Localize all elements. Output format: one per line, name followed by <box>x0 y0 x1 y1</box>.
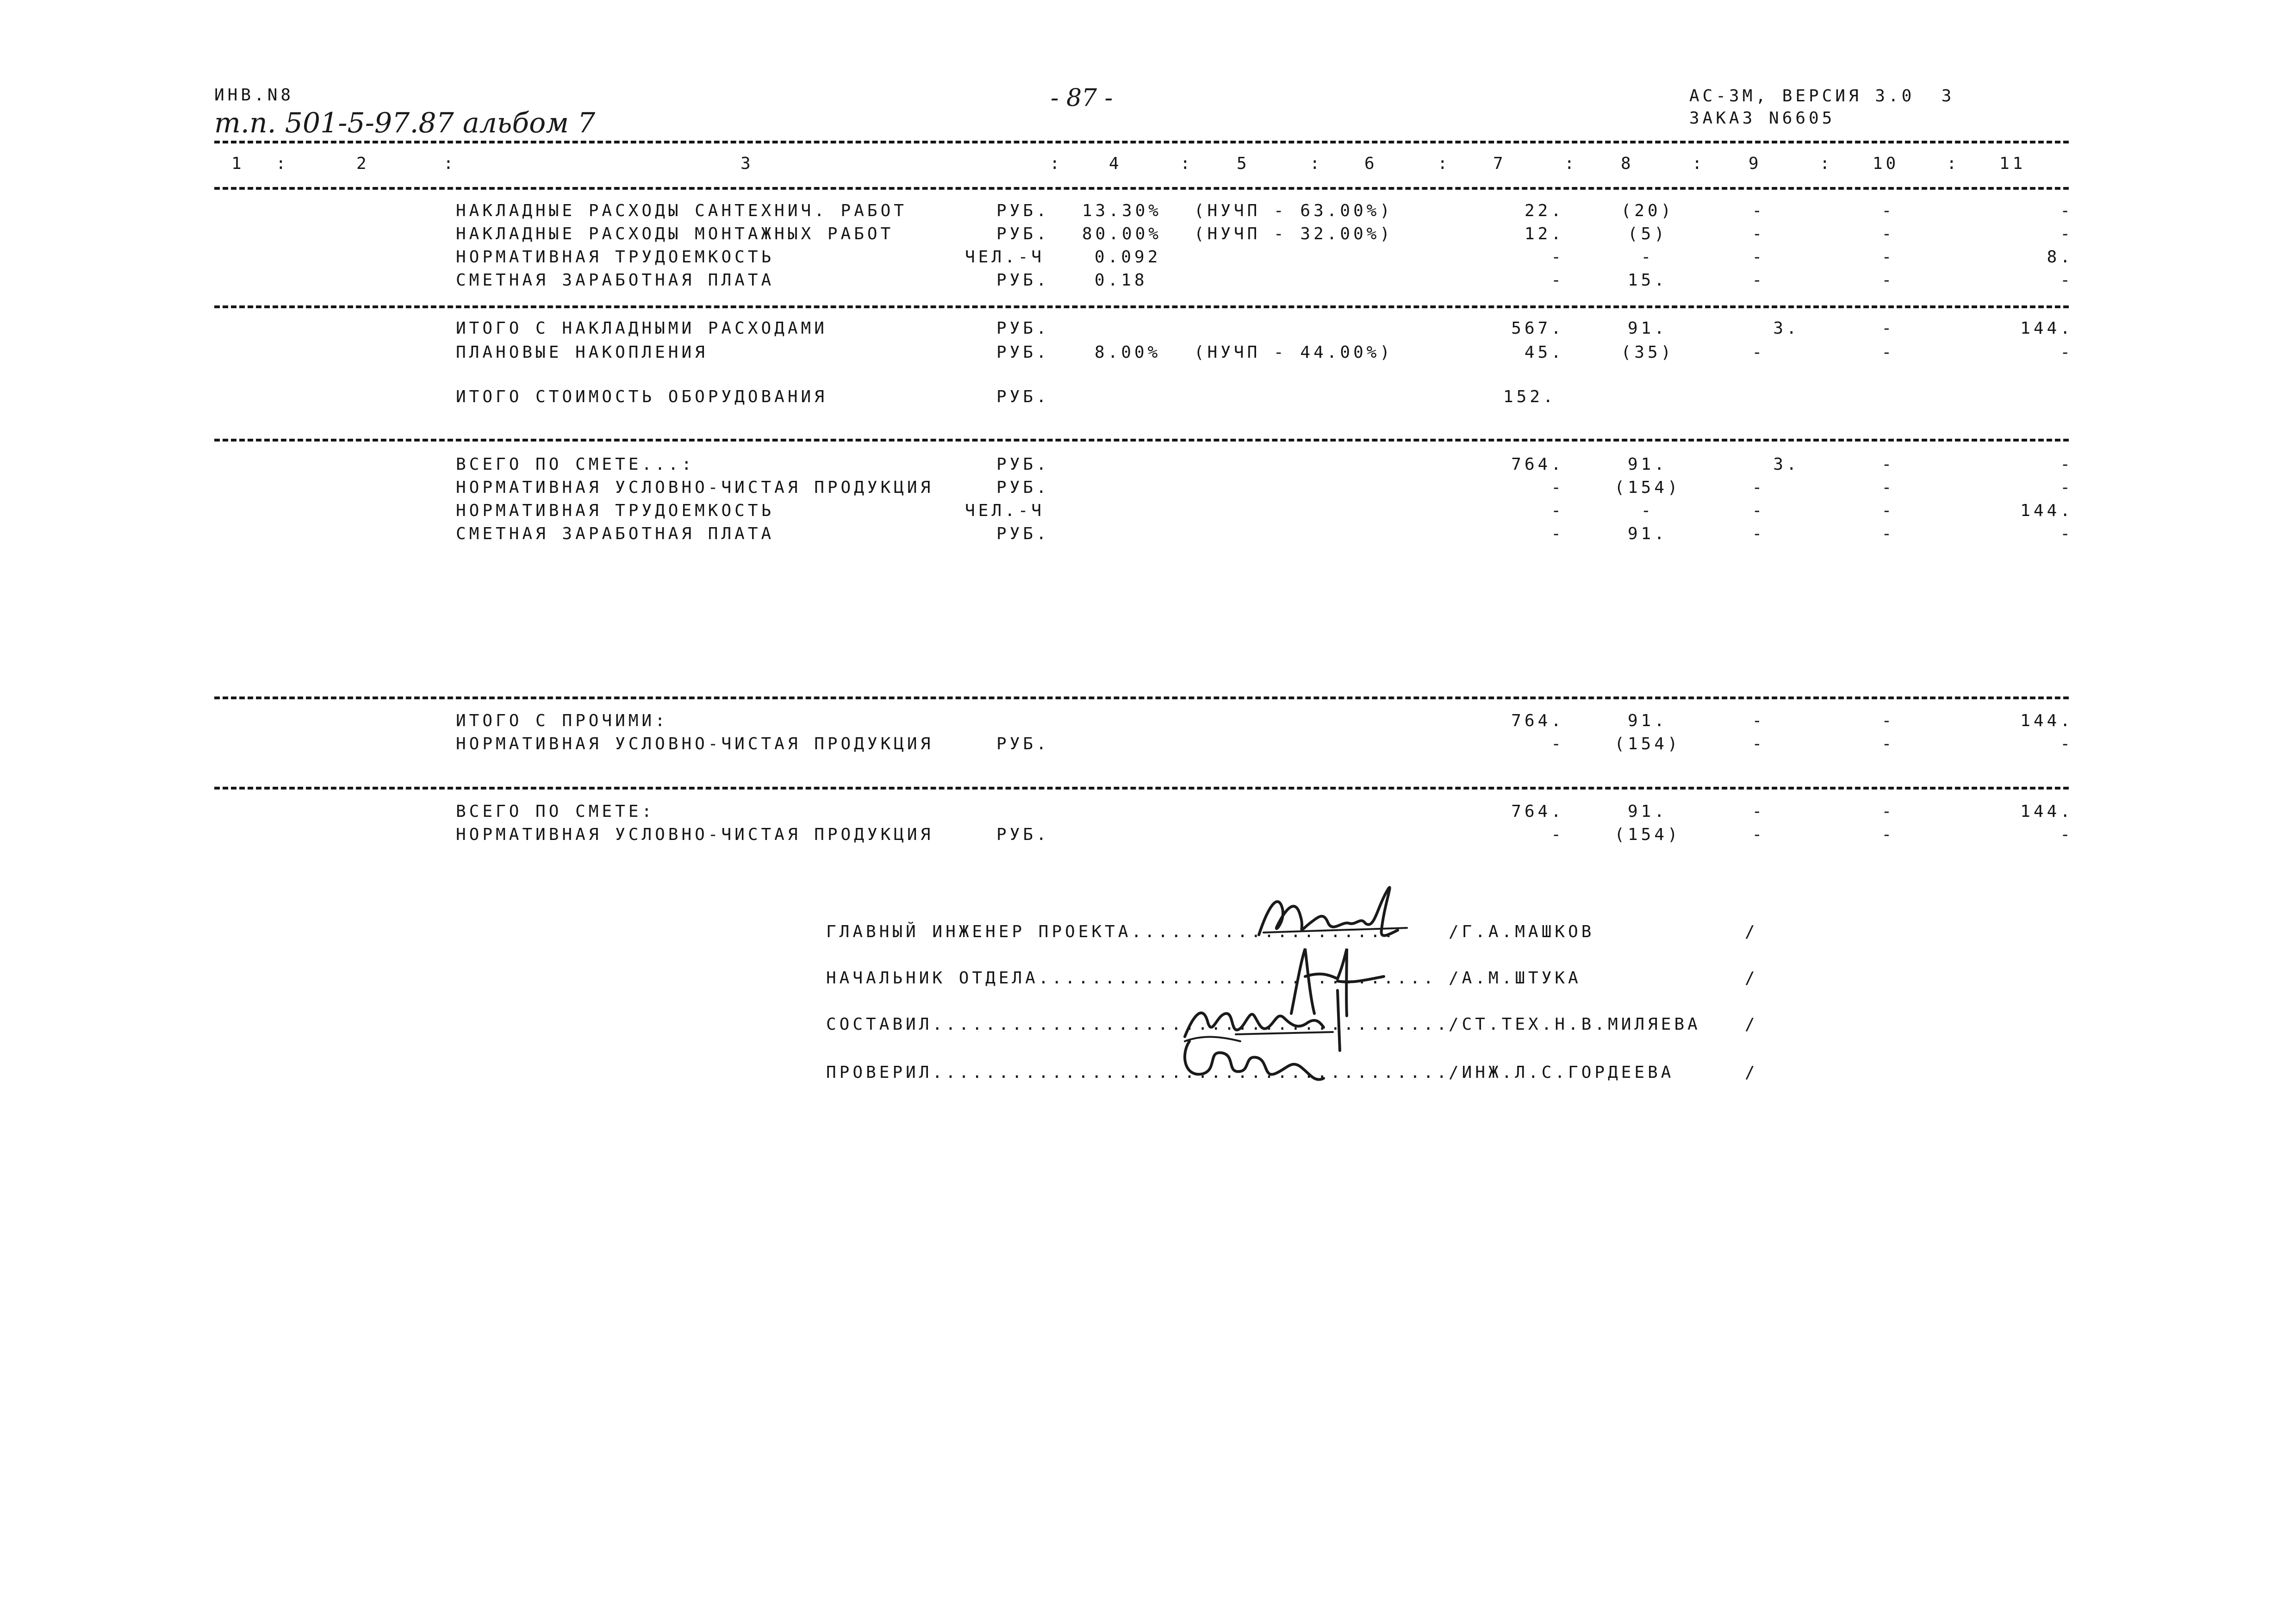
header-rule-top <box>214 141 2069 143</box>
order-number: ЗАКАЗ N6605 <box>1689 109 1836 128</box>
cell-col11: - <box>2060 271 2073 290</box>
cell-col56: (НУЧП - 44.00%) <box>1194 343 1394 362</box>
row-label: НАКЛАДНЫЕ РАСХОДЫ МОНТАЖНЫХ РАБОТ <box>456 224 894 243</box>
column-separator: : <box>1564 154 1578 173</box>
handwritten-signature-chief <box>1250 879 1416 949</box>
cell-col8: 91. <box>1627 319 1668 338</box>
cell-col11: - <box>2060 524 2073 543</box>
cell-col8: 91. <box>1627 524 1668 543</box>
column-number: 3 <box>740 154 754 173</box>
cell-col10: - <box>1881 524 1895 543</box>
cell-col7: 12. <box>1524 224 1564 243</box>
cell-col10: - <box>1881 734 1895 753</box>
cell-col9: - <box>1752 501 1766 520</box>
row-label: НОРМАТИВНАЯ ТРУДОЕМКОСТЬ <box>456 248 775 267</box>
cell-col8: (20) <box>1621 201 1674 220</box>
cell-col9: - <box>1752 825 1766 844</box>
cell-col8: (35) <box>1621 343 1674 362</box>
album-reference: т.п. 501-5-97.87 альбом 7 <box>214 107 596 139</box>
cell-col11: - <box>2060 734 2073 753</box>
cell-col8: (5) <box>1627 224 1668 243</box>
cell-col10: - <box>1881 501 1895 520</box>
section-rule <box>214 305 2069 308</box>
cell-col7: 152. <box>1503 387 1556 406</box>
cell-col9: - <box>1752 802 1766 821</box>
row-unit: РУБ. <box>996 478 1050 497</box>
row-label: НОРМАТИВНАЯ УСЛОВНО-ЧИСТАЯ ПРОДУКЦИЯ <box>456 825 934 844</box>
row-label: СМЕТНАЯ ЗАРАБОТНАЯ ПЛАТА <box>456 271 775 290</box>
cell-col8: 91. <box>1627 711 1668 730</box>
cell-col11: - <box>2060 825 2073 844</box>
signature-role: ПРОВЕРИЛ....................................... <box>826 1063 1450 1082</box>
row-label: ИТОГО С НАКЛАДНЫМИ РАСХОДАМИ <box>456 319 828 338</box>
page-number: - 87 - <box>1051 84 1113 112</box>
cell-col4: 0.092 <box>1095 248 1161 267</box>
row-unit: РУБ. <box>996 224 1050 243</box>
cell-col9: 3. <box>1773 319 1800 338</box>
signature-name: /А.М.ШТУКА <box>1449 969 1581 988</box>
column-separator: : <box>1050 154 1063 173</box>
column-separator: : <box>1437 154 1451 173</box>
cell-col10: - <box>1881 319 1895 338</box>
signature-name: /Г.А.МАШКОВ <box>1449 922 1595 941</box>
cell-col56: (НУЧП - 63.00%) <box>1194 201 1394 220</box>
cell-col7: 22. <box>1524 201 1564 220</box>
cell-col11: - <box>2060 343 2073 362</box>
cell-col4: 0.18 <box>1095 271 1148 290</box>
signature-name: /ИНЖ.Л.С.ГОРДЕЕВА <box>1449 1063 1674 1082</box>
cell-col8: 91. <box>1627 802 1668 821</box>
cell-col9: 3. <box>1773 455 1800 474</box>
cell-col7: - <box>1551 248 1564 267</box>
column-separator: : <box>1947 154 1960 173</box>
column-number: 11 <box>1999 154 2026 173</box>
cell-col7: 45. <box>1524 343 1564 362</box>
column-number: 2 <box>356 154 370 173</box>
cell-col11: 144. <box>2020 802 2073 821</box>
row-label: НОРМАТИВНАЯ УСЛОВНО-ЧИСТАЯ ПРОДУКЦИЯ <box>456 478 934 497</box>
cell-col9: - <box>1752 224 1766 243</box>
cell-col10: - <box>1881 201 1895 220</box>
cell-col9: - <box>1752 201 1766 220</box>
row-unit: РУБ. <box>996 455 1050 474</box>
row-unit: ЧЕЛ.-Ч <box>965 248 1045 267</box>
row-label: ИТОГО СТОИМОСТЬ ОБОРУДОВАНИЯ <box>456 387 828 406</box>
signature-end-slash: / <box>1745 969 1758 988</box>
cell-col8: 15. <box>1627 271 1668 290</box>
cell-col4: 13.30% <box>1082 201 1162 220</box>
signature-role: НАЧАЛЬНИК ОТДЕЛА.............................. <box>826 969 1437 988</box>
row-label: ПЛАНОВЫЕ НАКОПЛЕНИЯ <box>456 343 708 362</box>
cell-col10: - <box>1881 478 1895 497</box>
cell-col7: - <box>1551 825 1564 844</box>
cell-col8: (154) <box>1614 734 1681 753</box>
cell-col9: - <box>1752 248 1766 267</box>
cell-col10: - <box>1881 343 1895 362</box>
signature-end-slash: / <box>1745 1063 1758 1082</box>
column-separator: : <box>1180 154 1194 173</box>
header-rule-bottom <box>214 187 2069 190</box>
cell-col10: - <box>1881 224 1895 243</box>
cell-col4: 80.00% <box>1082 224 1162 243</box>
row-unit: РУБ. <box>996 825 1050 844</box>
cell-col9: - <box>1752 271 1766 290</box>
cell-col9: - <box>1752 711 1766 730</box>
cell-col4: 8.00% <box>1095 343 1161 362</box>
signature-end-slash: / <box>1745 922 1758 941</box>
cell-col10: - <box>1881 711 1895 730</box>
row-unit: РУБ. <box>996 319 1050 338</box>
row-unit: РУБ. <box>996 271 1050 290</box>
cell-col11: 144. <box>2020 319 2073 338</box>
section-rule <box>214 696 2069 699</box>
handwritten-signature-checker <box>1176 1027 1333 1092</box>
column-number: 1 <box>231 154 245 173</box>
column-number: 4 <box>1109 154 1122 173</box>
cell-col8: 91. <box>1627 455 1668 474</box>
column-number: 7 <box>1493 154 1506 173</box>
signature-name: /СТ.ТЕХ.Н.В.МИЛЯЕВА <box>1449 1015 1701 1034</box>
section-rule <box>214 787 2069 790</box>
cell-col9: - <box>1752 343 1766 362</box>
cell-col11: - <box>2060 455 2073 474</box>
cell-col10: - <box>1881 802 1895 821</box>
cell-col56: (НУЧП - 32.00%) <box>1194 224 1394 243</box>
program-version: АС-3М, ВЕРСИЯ 3.0 3 <box>1689 87 1955 106</box>
cell-col8: (154) <box>1614 478 1681 497</box>
row-unit: РУБ. <box>996 343 1050 362</box>
cell-col8: - <box>1641 501 1655 520</box>
row-label: ВСЕГО ПО СМЕТЕ...: <box>456 455 695 474</box>
cell-col10: - <box>1881 455 1895 474</box>
inventory-label: ИНВ.N8 <box>214 86 294 105</box>
cell-col7: - <box>1551 734 1564 753</box>
cell-col7: 567. <box>1511 319 1564 338</box>
column-separator: : <box>1692 154 1705 173</box>
column-separator: : <box>1310 154 1323 173</box>
row-label: НАКЛАДНЫЕ РАСХОДЫ САНТЕХНИЧ. РАБОТ <box>456 201 907 220</box>
cell-col11: 144. <box>2020 711 2073 730</box>
row-unit: РУБ. <box>996 387 1050 406</box>
cell-col7: 764. <box>1511 711 1564 730</box>
column-number: 5 <box>1237 154 1250 173</box>
cell-col9: - <box>1752 478 1766 497</box>
cell-col9: - <box>1752 734 1766 753</box>
cell-col7: - <box>1551 501 1564 520</box>
cell-col9: - <box>1752 524 1766 543</box>
row-unit: РУБ. <box>996 734 1050 753</box>
signature-end-slash: / <box>1745 1015 1758 1034</box>
column-number: 6 <box>1364 154 1378 173</box>
row-label: НОРМАТИВНАЯ УСЛОВНО-ЧИСТАЯ ПРОДУКЦИЯ <box>456 734 934 753</box>
cell-col11: 144. <box>2020 501 2073 520</box>
column-number: 8 <box>1621 154 1634 173</box>
cell-col11: - <box>2060 201 2073 220</box>
column-separator: : <box>1820 154 1833 173</box>
cell-col10: - <box>1881 271 1895 290</box>
column-separator: : <box>443 154 457 173</box>
row-label: ИТОГО С ПРОЧИМИ: <box>456 711 668 730</box>
signature-role: ГЛАВНЫЙ ИНЖЕНЕР ПРОЕКТА.................... <box>826 922 1397 941</box>
row-unit: РУБ. <box>996 524 1050 543</box>
cell-col7: - <box>1551 271 1564 290</box>
row-label: НОРМАТИВНАЯ ТРУДОЕМКОСТЬ <box>456 501 775 520</box>
cell-col7: - <box>1551 524 1564 543</box>
cell-col10: - <box>1881 248 1895 267</box>
row-unit: РУБ. <box>996 201 1050 220</box>
cell-col11: 8. <box>2047 248 2073 267</box>
section-rule <box>214 439 2069 442</box>
cell-col10: - <box>1881 825 1895 844</box>
cell-col11: - <box>2060 224 2073 243</box>
column-separator: : <box>276 154 289 173</box>
column-number: 9 <box>1748 154 1762 173</box>
row-label: СМЕТНАЯ ЗАРАБОТНАЯ ПЛАТА <box>456 524 775 543</box>
cell-col11: - <box>2060 478 2073 497</box>
cell-col7: - <box>1551 478 1564 497</box>
cell-col8: (154) <box>1614 825 1681 844</box>
cell-col7: 764. <box>1511 455 1564 474</box>
row-unit: ЧЕЛ.-Ч <box>965 501 1045 520</box>
cell-col8: - <box>1641 248 1655 267</box>
row-label: ВСЕГО ПО СМЕТЕ: <box>456 802 655 821</box>
signature-role: СОСТАВИЛ....................................... <box>826 1015 1450 1034</box>
column-number: 10 <box>1873 154 1899 173</box>
cell-col7: 764. <box>1511 802 1564 821</box>
